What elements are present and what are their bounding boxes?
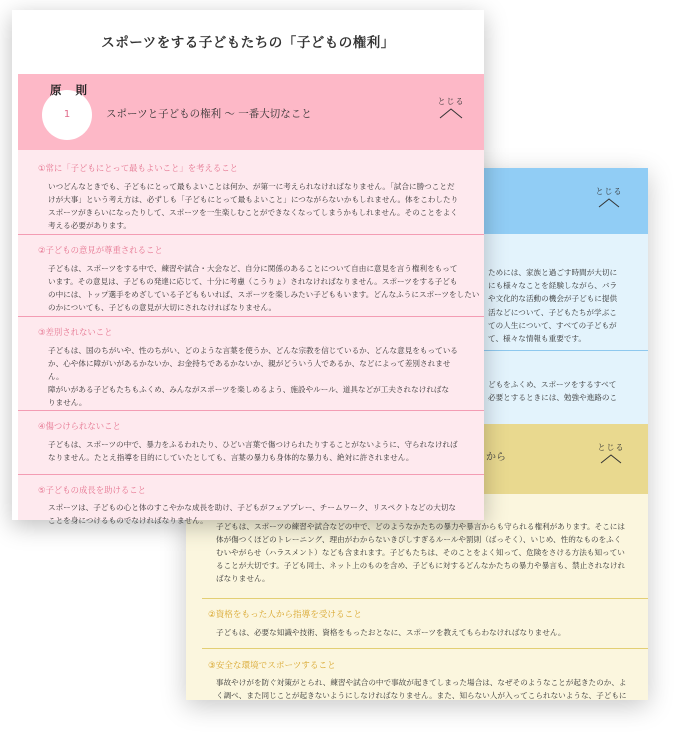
back-blue-text-2: 活などについて、子どもたちが学ぶこ ての人生について、すべての子どもが て、様々な情報も重要です。 — [488, 308, 617, 343]
principle-label: 原 則 — [50, 83, 93, 97]
section-divider — [18, 316, 484, 317]
back-text-3: 事故やけがを防ぐ対策がとられ、練習や試合の中で事故が起きてしまった場合は、なぜそのようなことが起きたのか、よ く調べ、また同じことが起きないようにしなければなりません。また、知らない人が入ってこられないような、子どもに — [216, 678, 627, 700]
section-divider — [18, 234, 484, 235]
section-divider — [18, 474, 484, 475]
back-blue-text-3: どもをふくめ、スポーツをするすべて 必要とするときには、勉強や進路のこ — [488, 380, 618, 402]
section-2-text: 子どもは、スポーツをする中で、練習や試合・大会など、自分に関係のあることについて自由に意見を言う権利をもって います。その意見は、子どもの発達に応じて、十分に考慮（こうりょ）されなければなりません。スポーツをする子ども の中には、トップ選手をめざしている子どももいれば、スポーツを楽しみたい子どももいます。どんなふうにスポーツをしたい のかについても、子どもの意見が大切にされなければなりません。 — [48, 264, 480, 312]
close-label: とじる — [437, 97, 465, 106]
back-subheading-2: ②資格をもった人から指導を受けること — [208, 610, 362, 620]
section-4-title: ④傷つけられないこと — [38, 421, 121, 431]
front-principle-card — [12, 10, 484, 525]
section-1-text: いつどんなときでも、子どもにとって最もよいことは何か、が第一に考えられなければなりません。「試合に勝つことだ けが大事」という考え方は、必ずしも「子どもにとって最もよいこと」につながらないかもしれません。体をこわしたり スポーツがきらいになったりして、スポーツを一生楽しむことができなくなってしまうかもしれません。そのことをよく 考える必要があります。 — [48, 182, 459, 230]
section-divider — [18, 410, 484, 411]
close-label: とじる — [597, 443, 625, 452]
chevron-up-icon — [439, 108, 463, 119]
back-text-2: 子どもは、必要な知識や技術、資格をもったおとなに、スポーツを教えてもらわなければなりません。 — [216, 628, 566, 637]
principle-title: スポーツと子どもの権利 〜 一番大切なこと — [106, 108, 312, 120]
page-title: スポーツをする子どもたちの「子どもの権利」 — [101, 35, 395, 51]
back-blue-close-toggle[interactable] — [592, 186, 626, 208]
section-4-text: 子どもは、スポーツの中で、暴力をふるわれたり、ひどい言葉で傷つけられたりすることがないように、守られなければ なりません。たとえ指導を目的にしていたとしても、言葉の暴力も身体的な暴力も、絶対に許されません。 — [48, 440, 458, 462]
back-yellow-divider — [202, 648, 648, 649]
close-label: とじる — [595, 187, 623, 196]
section-1-title: ①常に「子どもにとって最もよいこと」を考えること — [38, 163, 238, 173]
section-5-title: ⑤子どもの成長を助けること — [38, 485, 147, 495]
principle-close-toggle[interactable] — [434, 96, 468, 119]
section-3-title: ③差別されないこと — [38, 327, 113, 337]
back-yellow-header-text: から — [486, 452, 506, 463]
section-3-text: 子どもは、国のちがいや、性のちがい、どのような言葉を使うか、どんな宗教を信じているか、どんな意見をもっている か、心や体に障がいがあるかないか、お金持ちであるかないか、親がどういう人であるか、などによって差別されませ ん。 障がいがある子どもたちもふくめ、みんながスポーツを楽しめるよう、施設やルール、道具などが工夫されなければな りません。 — [48, 346, 458, 407]
back-yellow-close-toggle[interactable] — [594, 442, 628, 464]
chevron-up-icon — [598, 198, 620, 208]
section-2-title: ②子どもの意見が尊重されること — [38, 245, 163, 255]
back-subheading-3: ③安全な環境でスポーツすること — [208, 661, 336, 671]
chevron-up-icon — [600, 454, 622, 464]
back-blue-text-1: ためには、家族と過ごす時間が大切に にも様々なことを経験しながら、バラ や文化的な活動の機会が子どもに提供 — [488, 268, 618, 303]
back-yellow-divider — [202, 598, 648, 599]
section-5-text: スポーツは、子どもの心と体のすこやかな成長を助け、子どもがフェアプレー、チームワーク、リスペクトなどの大切な ことを身につけるものでなければなりません。 — [48, 503, 457, 525]
principle-number-badge: 1 — [42, 90, 92, 140]
back-yellow-text-1: 子どもは、スポーツの練習や試合などの中で、どのようなかたちの暴力や暴言からも守られる権利があります。そこには 体が傷つくほどのトレーニング、理由がわからないきびしすぎるルールや罰則（ばっそく）、いじめ、性的なものをふく むいやがらせ（ハラスメント）なども含まれます。子どもたちは、そのことをよく知って、危険をさける方法も知ってい ることが大切です。子ども同士、ネット上のものを含め、子どもに対するどんなかたちの暴力や暴言も、禁止されなけれ ばなりません。 — [216, 522, 626, 583]
